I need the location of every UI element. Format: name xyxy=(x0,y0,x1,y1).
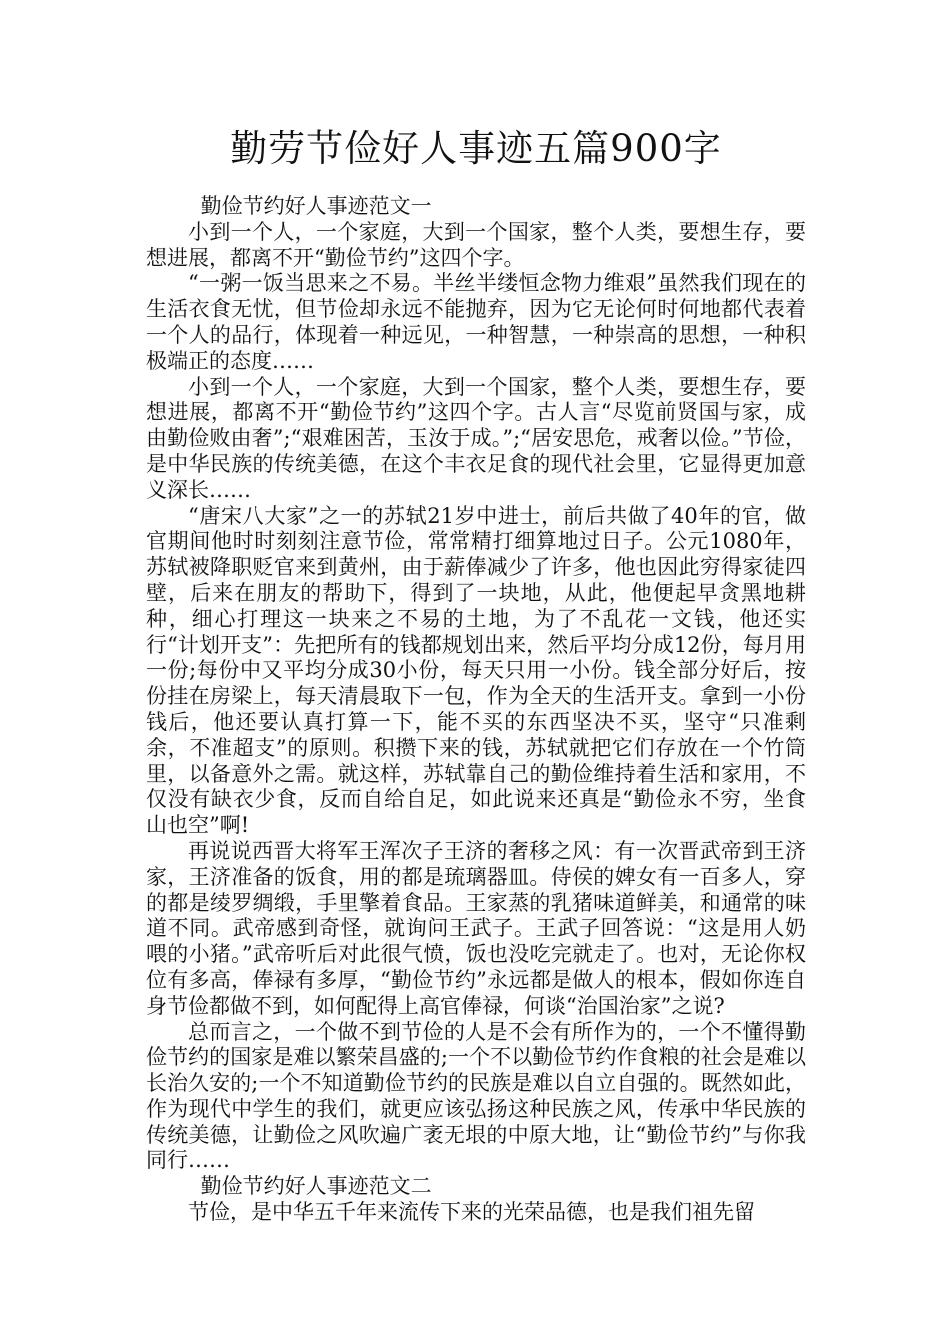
document-body xyxy=(146,194,806,1226)
paragraph: 总而言之，一个做不到节俭的人是不会有所作为的，一个不懂得勤俭节约的国家是难以繁荣昌盛的;一个不以勤俭节约作食粮的社会是难以长治久安的;一个不知道勤俭节约的民族是难以自立自强的。既然如此，作为现代中学生的我们，就更应该弘扬这种民族之风，传承中华民族的传统美德，让勤俭之风吹遍广袤无垠的中原大地，让“勤俭节约”与你我同行…… xyxy=(146,1019,806,1173)
paragraph: 小到一个人，一个家庭，大到一个国家，整个人类，要想生存，要想进展，都离不开“勤俭节约”这四个字。 xyxy=(146,219,806,270)
paragraph: 小到一个人，一个家庭，大到一个国家，整个人类，要想生存，要想进展，都离不开“勤俭节约”这四个字。古人言“尽览前贤国与家，成由勤俭败由奢”;“艰难困苦，玉汝于成。”;“居安思危，戒奢以俭。”节俭，是中华民族的传统美德，在这个丰衣足食的现代社会里，它显得更加意义深长…… xyxy=(146,374,806,502)
document-page xyxy=(146,118,806,1226)
paragraph: “唐宋八大家”之一的苏轼21岁中进士，前后共做了40年的官，做官期间他时时刻刻注意节俭，常常精打细算地过日子。公元1080年，苏轼被降职贬官来到黄州，由于薪俸减少了许多，他也因此穷得家徒四壁，后来在朋友的帮助下，得到了一块地，从此，他便起早贪黑地耕种，细心打理这一块来之不易的土地，为了不乱花一文钱，他还实行“计划开支”：先把所有的钱都规划出来，然后平均分成12份，每月用一份;每份中又平均分成30小份，每天只用一小份。钱全部分好后，按份挂在房梁上，每天清晨取下一包，作为全天的生活开支。拿到一小份钱后，他还要认真打算一下，能不买的东西坚决不买，坚守“只准剩余，不准超支”的原则。积攒下来的钱，苏轼就把它们存放在一个竹筒里，以备意外之需。就这样，苏轼靠自己的勤俭维持着生活和家用，不仅没有缺衣少食，反而自给自足，如此说来还真是“勤俭永不穷，坐食山也空”啊! xyxy=(146,503,806,838)
document-title: 勤劳节俭好人事迹五篇900字 xyxy=(230,127,722,170)
section-heading-1: 勤俭节约好人事迹范文一 xyxy=(200,194,432,218)
section-heading-2: 勤俭节约好人事迹范文二 xyxy=(200,1174,432,1199)
paragraph: 再说说西晋大将军王浑次子王济的奢移之风：有一次晋武帝到王济家，王济准备的饭食，用的都是琉璃器皿。侍侯的婢女有一百多人，穿的都是绫罗绸缎，手里擎着食品。王家蒸的乳猪味道鲜美，和通常的味道不同。武帝感到奇怪，就询问王武子。王武子回答说：“这是用人奶喂的小猪。”武帝听后对此很气愤，饭也没吃完就走了。也对，无论你权位有多高，俸禄有多厚，“勤俭节约”永远都是做人的根本，假如你连自身节俭都做不到，如何配得上高官俸禄，何谈“治国治家”之说? xyxy=(146,838,806,1018)
paragraph: 节俭，是中华五千年来流传下来的光荣品德，也是我们祖先留 xyxy=(188,1200,755,1225)
paragraph: “一粥一饭当思来之不易。半丝半缕恒念物力维艰”虽然我们现在的生活衣食无忧，但节俭却永远不能抛弃，因为它无论何时何地都代表着一个人的品行，体现着一种远见，一种智慧，一种崇高的思想，一种积极端正的态度…… xyxy=(146,271,806,373)
